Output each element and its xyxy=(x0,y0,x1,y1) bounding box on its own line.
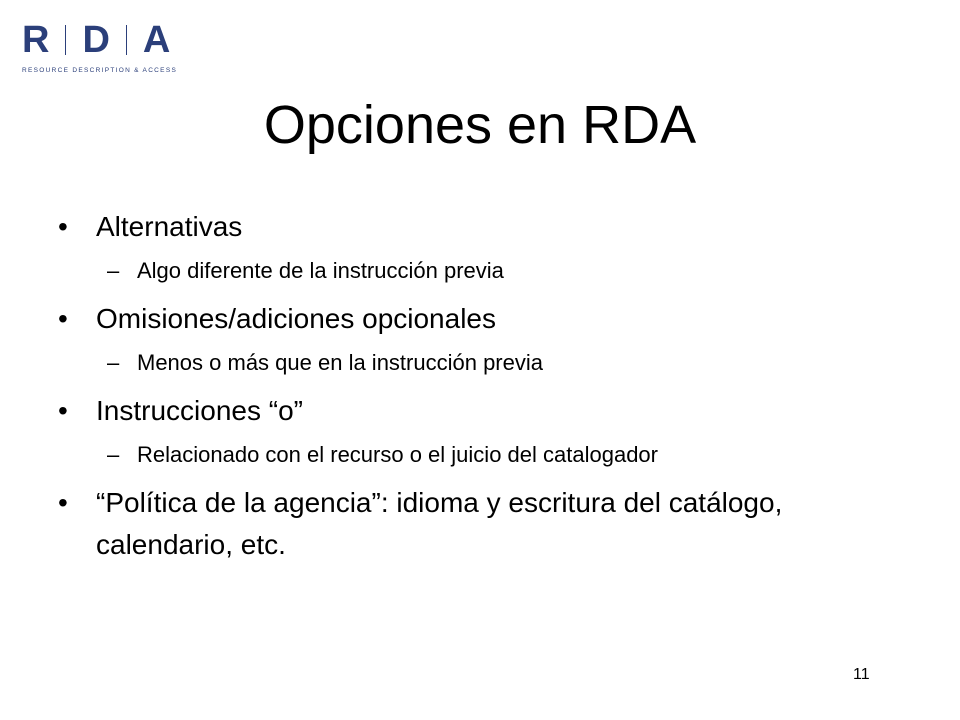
bullet-icon: • xyxy=(58,303,68,334)
slide-title: Opciones en RDA xyxy=(263,95,697,155)
bullet-text: Instrucciones “o” xyxy=(96,395,303,426)
page-number: 11 xyxy=(853,666,870,683)
bullet-text: Alternativas xyxy=(96,211,243,242)
dash-icon: – xyxy=(107,258,120,283)
bullet-level1 xyxy=(58,390,898,432)
bullet-text: “Política de la agencia”: idioma y escritura del catálogo, calendario, etc. xyxy=(96,487,783,560)
logo-letter-d: D xyxy=(82,19,110,61)
bullet-list xyxy=(58,206,898,566)
logo-divider xyxy=(65,25,66,55)
logo-divider xyxy=(126,25,127,55)
bullet-item-politica xyxy=(58,482,898,566)
bullet-level1 xyxy=(58,206,898,248)
bullet-icon: • xyxy=(58,211,68,242)
dash-icon: – xyxy=(107,442,120,467)
bullet-icon: • xyxy=(58,395,68,426)
logo-letter-a: A xyxy=(142,19,171,61)
sub-bullet-text: Algo diferente de la instrucción previa xyxy=(137,258,504,283)
dash-icon: – xyxy=(107,350,120,375)
sub-bullet xyxy=(58,254,898,288)
bullet-level1 xyxy=(58,482,898,566)
bullet-item-alternativas xyxy=(58,206,898,288)
bullet-item-instrucciones xyxy=(58,390,898,472)
logo-letters xyxy=(22,19,202,61)
sub-bullet xyxy=(58,346,898,380)
rda-logo xyxy=(22,19,202,78)
sub-bullet-text: Menos o más que en la instrucción previa xyxy=(137,350,543,375)
logo-letter-r: R xyxy=(22,19,50,61)
logo-tagline: RESOURCE DESCRIPTION & ACCESS xyxy=(22,67,178,74)
sub-bullet xyxy=(58,438,898,472)
bullet-item-omisiones xyxy=(58,298,898,380)
bullet-level1 xyxy=(58,298,898,340)
bullet-icon: • xyxy=(58,487,68,518)
sub-bullet-text: Relacionado con el recurso o el juicio del catalogador xyxy=(137,442,658,467)
bullet-text: Omisiones/adiciones opcionales xyxy=(96,303,496,334)
